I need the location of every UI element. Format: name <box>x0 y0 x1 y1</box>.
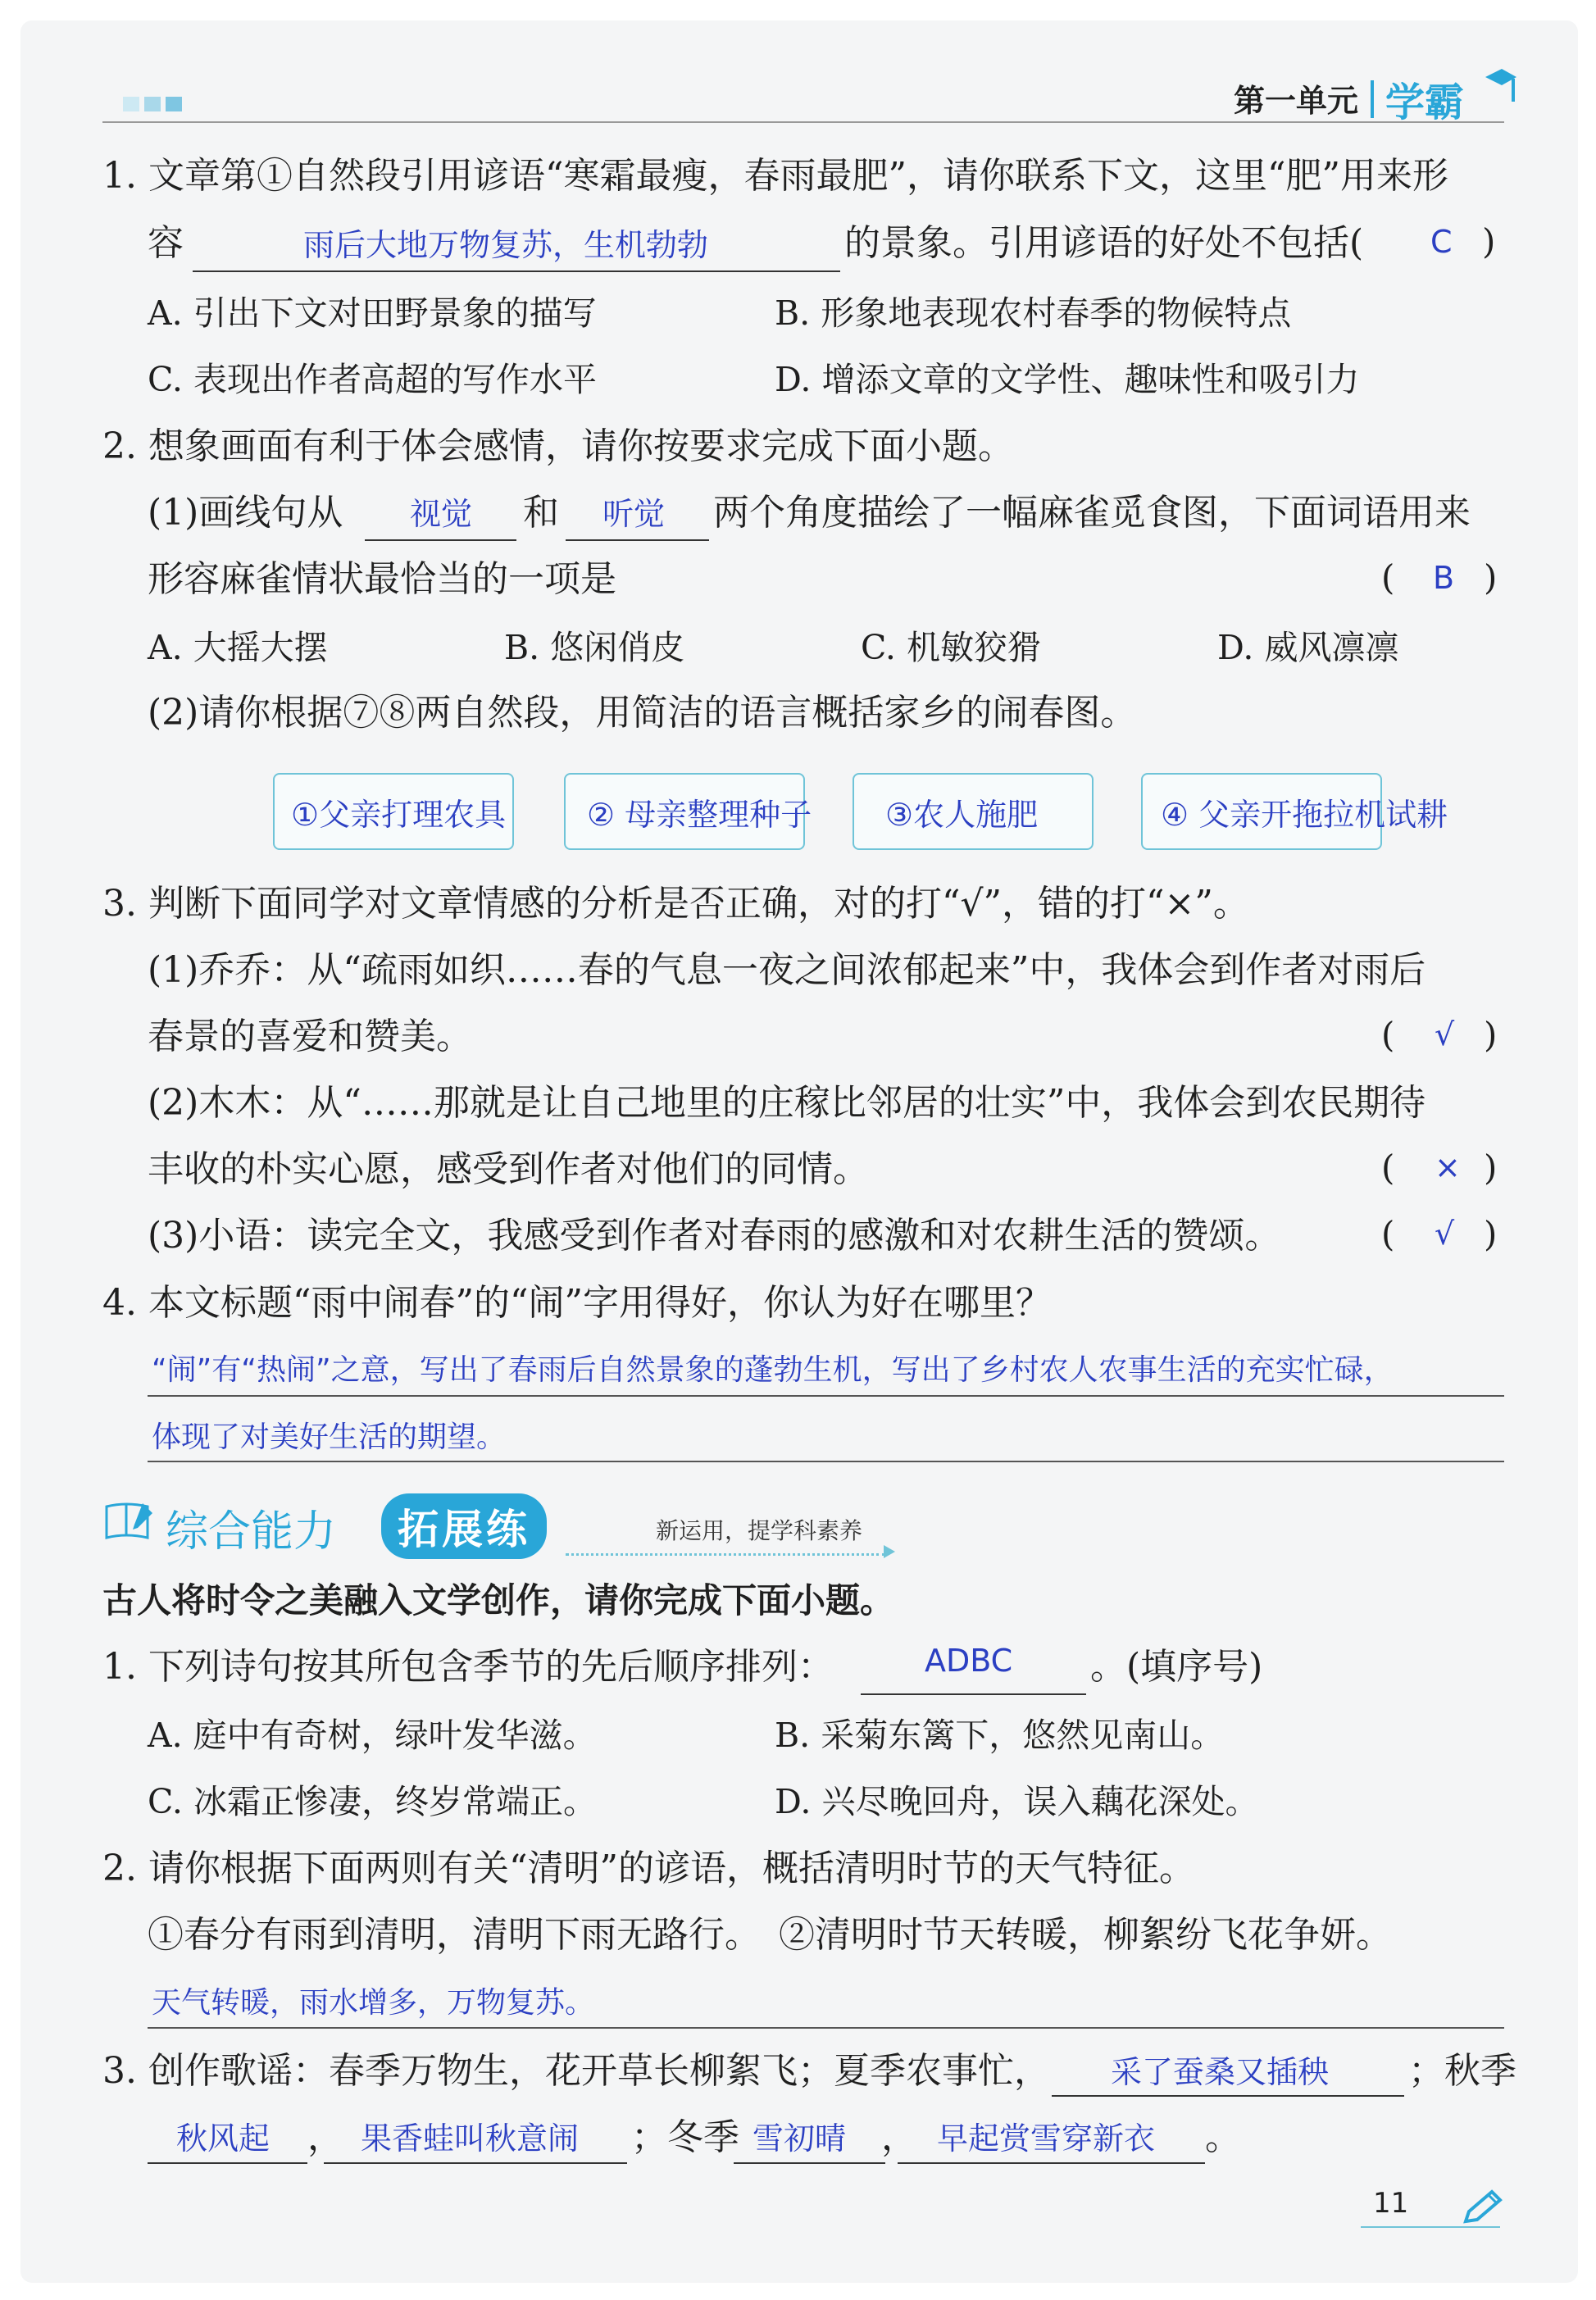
s2-q1-post: 。(填序号) <box>1090 1646 1263 1688</box>
q1-option-a: A. 引出下文对田野景象的描写 <box>148 293 597 333</box>
q4-rule-2 <box>148 1461 1504 1462</box>
s2-q3-pre: 3. 创作歌谣：春季万物生，花开草长柳絮飞；夏季农事忙， <box>102 2050 1050 2092</box>
q2-p1-line2: 形容麻雀情状最恰当的一项是 <box>148 558 616 600</box>
q1-option-b: B. 形象地表现农村春季的物候特点 <box>775 293 1292 333</box>
q3-s2-line2: 丰收的朴实心愿，感受到作者对他们的同情。 <box>148 1148 869 1190</box>
s2-q3-blank-summer <box>1052 2095 1404 2097</box>
page-number: 11 <box>1373 2187 1409 2220</box>
q1-choice-answer: C <box>1430 224 1453 260</box>
q3-s2-line1: (2)木木：从“……那就是让自己地里的庄稼比邻居的壮实”中，我体会到农民期待 <box>148 1082 1426 1124</box>
q3-s3-mark: √ <box>1435 1216 1455 1252</box>
s2-q3-answer-summer: 采了蚕桑又插秧 <box>1111 2054 1330 2090</box>
q2-p1-pre: (1)画线句从 <box>148 492 343 534</box>
s2-q1-option-b: B. 采菊东篱下，悠然见南山。 <box>775 1716 1225 1755</box>
q3-s2-open-paren: ( <box>1381 1148 1395 1188</box>
q3-s2-mark: × <box>1435 1149 1461 1185</box>
s2-q1-answer: ADBC <box>925 1643 1013 1679</box>
s2-q2-stem: 2. 请你根据下面两则有关“清明”的谚语，概括清明时节的天气特征。 <box>102 1848 1195 1889</box>
q4-answer-line1: “闹”有“热闹”之意，写出了春雨后自然景象的蓬勃生机，写出了乡村农人农事生活的充实忙碌， <box>152 1353 1394 1387</box>
q1-line2-post: 的景象。引用谚语的好处不包括( <box>844 222 1364 264</box>
s2-q3-answer-winter2: 早起赏雪穿新衣 <box>937 2120 1156 2157</box>
q2-option-d: D. 威风凛凛 <box>1217 628 1399 667</box>
q1-line2-pre: 容 <box>148 222 184 264</box>
s2-q3-blank-winter1 <box>734 2162 885 2164</box>
section2-dotted-rule <box>566 1553 885 1556</box>
section2-subtitle: 新运用，提学科素养 <box>656 1517 863 1544</box>
q1-blank-answer: 雨后大地万物复苏，生机勃勃 <box>303 227 709 263</box>
q4-answer-line2: 体现了对美好生活的期望。 <box>152 1420 507 1454</box>
section2-intro: 古人将时令之美融入文学创作，请你完成下面小题。 <box>102 1580 895 1620</box>
header-decoration <box>123 97 182 115</box>
answer-box-3-text: ③农人施肥 <box>885 797 1039 833</box>
q1-answer-blank <box>193 270 840 272</box>
s2-q1-blank <box>861 1693 1086 1695</box>
dotted-rule-arrow <box>884 1545 895 1558</box>
s2-q2-rule <box>148 2027 1504 2029</box>
graduation-cap-icon <box>1482 66 1518 110</box>
q2-close-paren: ) <box>1484 557 1498 598</box>
q3-s2-close-paren: ) <box>1484 1148 1498 1188</box>
q3-s3-open-paren: ( <box>1381 1214 1395 1254</box>
s2-q1-option-c: C. 冰霜正惨凄，终岁常端正。 <box>148 1782 597 1821</box>
q3-s1-line2: 春景的喜爱和赞美。 <box>148 1016 472 1057</box>
answer-box-1 <box>273 773 514 850</box>
q2-answer-2: 听觉 <box>602 496 666 532</box>
s2-q3-comma-1: ， <box>307 2116 343 2158</box>
q1-close-paren: ) <box>1482 221 1496 261</box>
q3-s1-line1: (1)乔乔：从“疏雨如织……春的气息一夜之间浓郁起来”中，我体会到作者对雨后 <box>148 949 1426 991</box>
q2-p1-mid: 和 <box>523 492 559 534</box>
section2-badge: 拓展练 <box>381 1493 547 1559</box>
header-rule <box>102 121 1504 123</box>
q3-s1-open-paren: ( <box>1381 1015 1395 1055</box>
s2-q3-winter: ；冬季 <box>631 2116 739 2158</box>
q3-s1-mark: √ <box>1435 1016 1455 1052</box>
section2-title: 综合能力 <box>166 1507 337 1557</box>
s2-q3-blank-autumn1 <box>148 2162 307 2164</box>
s2-q1-option-d: D. 兴尽晚回舟，误入藕花深处。 <box>775 1782 1259 1821</box>
s2-q3-answer-autumn1: 秋风起 <box>176 2120 271 2157</box>
q4-stem: 4. 本文标题“雨中闹春”的“闹”字用得好，你认为好在哪里？ <box>102 1282 1052 1324</box>
brand-logo: 学霸 <box>1385 80 1465 125</box>
q2-blank-2 <box>566 539 709 541</box>
answer-box-2 <box>564 773 812 850</box>
q3-s3-line1: (3)小语：读完全文，我感受到作者对春雨的感激和对农耕生活的赞颂。 <box>148 1215 1281 1257</box>
q2-answer-1: 视觉 <box>410 496 473 532</box>
header-divider <box>1371 80 1374 118</box>
s2-q3-blank-autumn2 <box>324 2162 627 2164</box>
q3-s1-close-paren: ) <box>1484 1015 1498 1055</box>
q3-stem: 3. 判断下面同学对文章情感的分析是否正确，对的打“√”，错的打“×”。 <box>102 883 1249 925</box>
s2-q3-answer-winter1: 雪初晴 <box>753 2120 847 2157</box>
pencil-icon <box>1459 2189 1505 2230</box>
q1-line1: 1. 文章第①自然段引用谚语“寒霜最瘦，春雨最肥”，请你联系下文，这里“肥”用来形 <box>102 155 1448 197</box>
s2-q3-answer-autumn2: 果香蛙叫秋意闹 <box>361 2120 580 2157</box>
s2-q2-proverbs: ①春分有雨到清明，清明下雨无路行。 ②清明时节天转暖，柳絮纷飞花争妍。 <box>148 1914 1392 1956</box>
unit-label: 第一单元 <box>1234 83 1359 119</box>
q2-option-b: B. 悠闲俏皮 <box>504 628 685 667</box>
s2-q1-option-a: A. 庭中有奇树，绿叶发华滋。 <box>148 1716 597 1755</box>
q2-open-paren: ( <box>1381 557 1395 598</box>
s2-q3-comma-2: ， <box>881 2116 917 2158</box>
q4-rule-1 <box>148 1395 1504 1397</box>
q1-option-d: D. 增添文章的文学性、趣味性和吸引力 <box>775 360 1360 399</box>
s2-q3-end: 。 <box>1205 2116 1241 2158</box>
answer-box-3 <box>853 773 1094 850</box>
notebook-icon <box>102 1500 154 1548</box>
answer-box-4-text: ④ 父亲开拖拉机试耕 <box>1161 797 1448 833</box>
s2-q2-answer: 天气转暖，雨水增多，万物复苏。 <box>152 1986 595 2020</box>
q1-option-c: C. 表现出作者高超的写作水平 <box>148 360 597 399</box>
answer-box-2-text: ② 母亲整理种子 <box>587 797 812 833</box>
q2-p1-post: 两个角度描绘了一幅麻雀觅食图，下面词语用来 <box>713 492 1471 534</box>
s2-q3-blank-winter2 <box>898 2162 1205 2164</box>
s2-q1-pre: 1. 下列诗句按其所包含季节的先后顺序排列： <box>102 1646 834 1688</box>
q3-s3-close-paren: ) <box>1484 1214 1498 1254</box>
answer-box-1-text: ①父亲打理农具 <box>291 797 507 833</box>
q2-option-c: C. 机敏狡猾 <box>861 628 1041 667</box>
q2-option-a: A. 大摇大摆 <box>148 628 328 667</box>
q2-p2: (2)请你根据⑦⑧两自然段，用简洁的语言概括家乡的闹春图。 <box>148 692 1137 734</box>
q2-choice-answer: B <box>1433 560 1455 596</box>
s2-q3-mid: ；秋季 <box>1408 2050 1516 2092</box>
q2-stem: 2. 想象画面有利于体会感情，请你按要求完成下面小题。 <box>102 425 1014 467</box>
q2-blank-1 <box>365 539 516 541</box>
answer-box-4 <box>1141 773 1448 850</box>
